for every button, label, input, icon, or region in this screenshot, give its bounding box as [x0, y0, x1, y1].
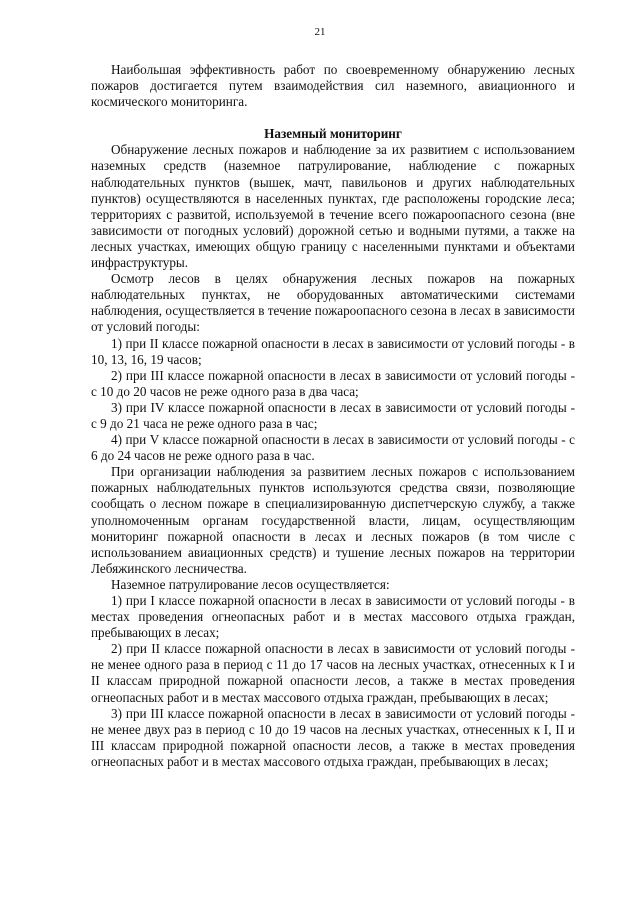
- page-number: 21: [314, 26, 326, 38]
- body-paragraph: При организации наблюдения за развитием лесных пожаров с использованием пожарных наблюдательных пунктов используются средства связи, позволяющие сообщать о лесном пожаре в специализированную диспетчерскую службу, а также уполномоченным органам государственной власти, лицам, осуществляющим мониторинг пожарной опасности в лесах и лесных пожаров (в том числе с использованием авиационных средств) и тушение лесных пожаров на территории Лебяжинского лесничества.: [91, 464, 575, 576]
- list-item: 3) при IV классе пожарной опасности в лесах в зависимости от условий погоды - с 9 до 21 часа не реже одного раза в час;: [91, 399, 575, 431]
- list-item: 2) при III классе пожарной опасности в лесах в зависимости от условий погоды - с 10 до 20 часов не реже одного раза в два часа;: [91, 367, 575, 399]
- body-paragraph: Наземное патрулирование лесов осуществляется:: [111, 576, 390, 592]
- list-item: 1) при I классе пожарной опасности в лесах в зависимости от условий погоды - в местах проведения огнеопасных работ и в местах массового отдыха граждан, пребывающих в лесах;: [91, 593, 575, 641]
- list-item: 1) при II классе пожарной опасности в лесах в зависимости от условий погоды - в 10, 13, 16, 19 часов;: [91, 335, 575, 367]
- section-title: Наземный мониторинг: [264, 126, 402, 142]
- intro-paragraph: Наибольшая эффективность работ по своевременному обнаружению лесных пожаров достигается путем взаимодействия сил наземного, авиационного и космического мониторинга.: [91, 62, 575, 110]
- list-item: 3) при III классе пожарной опасности в лесах в зависимости от условий погоды - не менее двух раз в период с 10 до 19 часов на лесных участках, отнесенных к I, II и III классам природной пожарной опасности лесов, а также в местах проведения огнеопасных работ и в местах массового отдыха граждан, пребывающих в лесах;: [91, 705, 575, 769]
- body-paragraph: Осмотр лесов в целях обнаружения лесных пожаров на пожарных наблюдательных пунктах, не оборудованных автоматическими системами наблюдения, осуществляется в течение пожароопасного сезона в лесах в зависимости от условий погоды:: [91, 271, 575, 335]
- document-body: [91, 62, 575, 770]
- spacer: [91, 110, 575, 126]
- list-item: 2) при II классе пожарной опасности в лесах в зависимости от условий погоды - не менее одного раза в период с 11 до 17 часов на лесных участках, отнесенных к I и II классам природной пожарной опасности лесов, а также в местах проведения огнеопасных работ и в местах массового отдыха граждан, пребывающих в лесах;: [91, 641, 575, 705]
- list-item: 4) при V классе пожарной опасности в лесах в зависимости от условий погоды - с 6 до 24 часов не реже одного раза в час.: [91, 432, 575, 464]
- body-paragraph: Обнаружение лесных пожаров и наблюдение за их развитием с использованием наземных средств (наземное патрулирование, наблюдение с пожарных наблюдательных пунктов (вышек, мачт, павильонов и других наблюдательных пунктов) осуществляются в населенных пунктах, где расположены городские леса; территориях с развитой, используемой в течение всего пожароопасного сезона (вне зависимости от погодных условий) дорожной сетью и водными путями, а также на лесных участках, имеющих общую границу с населенными пунктами и объектами инфраструктуры.: [91, 142, 575, 271]
